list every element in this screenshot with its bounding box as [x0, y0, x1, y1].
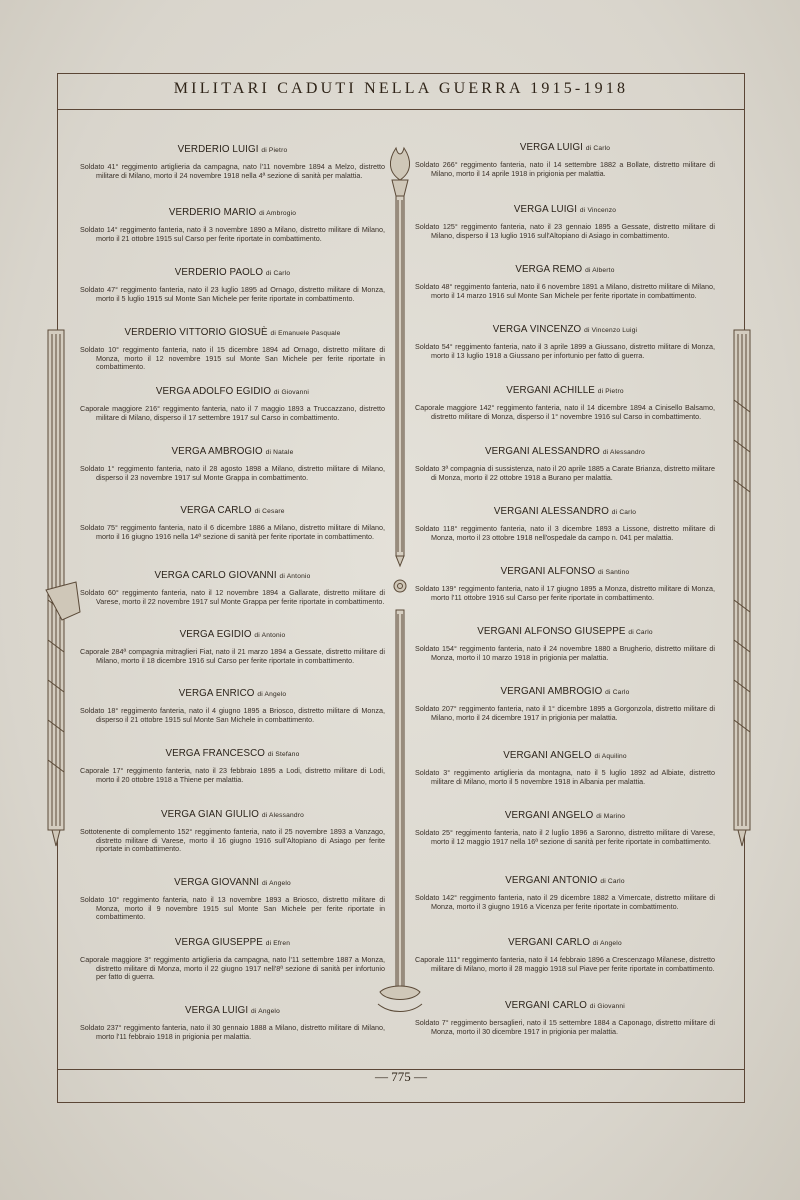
entry — [415, 875, 715, 911]
entry-text: Soldato 139° reggimento fanteria, nato il 17 giugno 1895 a Monza, distretto militare di Monza, morto l'11 ottobre 1916 sul Carso per ferite riportate in combattimento. — [415, 584, 715, 602]
entry-name: VERGA GIUSEPPE di Efren — [174, 937, 291, 948]
entry-text: Soldato 41° reggimento artiglieria da campagna, nato l'11 novembre 1894 a Melzo, distretto militare di Milano, morto il 24 novembre 1918 nella 4ª sezione di sanità per malattia. — [80, 162, 385, 180]
entry — [415, 810, 715, 846]
entry — [415, 264, 715, 300]
entry-text: Soldato 266° reggimento fanteria, nato il 14 settembre 1882 a Bollate, distretto militare di Milano, morto il 14 aprile 1918 in prigionia per malattia. — [415, 160, 715, 178]
entry — [415, 142, 715, 178]
entry-name: VERDERIO VITTORIO GIOSUÈ di Emanuele Pasquale — [124, 327, 341, 338]
entry-name: VERGA AMBROGIO di Natale — [171, 446, 294, 457]
entry — [80, 1005, 385, 1041]
entry-name: VERGA LUIGI di Vincenzo — [513, 204, 617, 215]
entry — [80, 748, 385, 784]
entry-text: Soldato 14° reggimento fanteria, nato il 3 novembre 1890 a Milano, distretto militare di Milano, morto il 21 ottobre 1915 sul Carso per ferite riportate in combattimento. — [80, 225, 385, 243]
entry-text: Caporale 111° reggimento fanteria, nato il 14 febbraio 1896 a Crescenzago Milanese, distretto militare di Milano, morto il 28 maggio 1918 sul Piave per ferite riportate in combattimento. — [415, 955, 715, 973]
entry — [80, 937, 385, 982]
entry-name: VERGANI AMBROGIO di Carlo — [500, 686, 630, 697]
entry-text: Soldato 154° reggimento fanteria, nato il 24 novembre 1880 a Brugherio, distretto militare di Monza, morto il 10 marzo 1918 in prigionia per malattia. — [415, 644, 715, 662]
entry-name: VERGANI ANTONIO di Carlo — [505, 875, 625, 886]
entry — [415, 686, 715, 722]
entry-name: VERGA VINCENZO di Vincenzo Luigi — [492, 324, 638, 335]
entry-text: Soldato 7° reggimento bersaglieri, nato il 15 settembre 1884 a Caponago, distretto militare di Monza, morto il 30 dicembre 1917 in prigionia per malattia. — [415, 1018, 715, 1036]
entry-text: Caporale 17° reggimento fanteria, nato il 23 febbraio 1895 a Lodi, distretto militare di Lodi, morto il 20 ottobre 1918 a Thiene per malattia. — [80, 766, 385, 784]
entry-text: Soldato 207° reggimento fanteria, nato il 1° dicembre 1895 a Gorgonzola, distretto militare di Milano, morto il 24 dicembre 1917 in prigionia per malattia. — [415, 704, 715, 722]
entry — [80, 629, 385, 665]
entry-text: Soldato 60° reggimento fanteria, nato il 12 novembre 1894 a Gallarate, distretto militare di Varese, morto il 22 novembre 1917 sul Monte Grappa per ferite riportate in combattimento. — [80, 588, 385, 606]
entry-text: Caporale 284ª compagnia mitraglieri Fiat, nato il 21 marzo 1894 a Gessate, distretto militare di Milano, morto il 18 dicembre 1916 sul Carso per ferite riportate in combattimento. — [80, 647, 385, 665]
entry — [415, 626, 715, 662]
entry-text: Soldato 237° reggimento fanteria, nato il 30 gennaio 1888 a Milano, distretto militare di Milano, morto l'11 febbraio 1918 in prigionia per malattia. — [80, 1023, 385, 1041]
entry-name: VERGA GIAN GIULIO di Alessandro — [160, 809, 305, 820]
entry-text: Caporale maggiore 216° reggimento fanteria, nato il 7 maggio 1893 a Truccazzano, distretto militare di Milano, disperso il 17 settembre 1917 sul Carso in combattimento. — [80, 404, 385, 422]
entry-name: VERGA FRANCESCO di Stefano — [165, 748, 300, 759]
entry-text: Soldato 10° reggimento fanteria, nato il 13 novembre 1893 a Briosco, distretto militare di Monza, morto il 9 novembre 1915 sul Monte San Michele per ferite riportate in combattimento. — [80, 895, 385, 922]
entry — [415, 1000, 715, 1036]
entry-name: VERGANI ALFONSO GIUSEPPE di Carlo — [477, 626, 653, 637]
right-fasces-icon — [734, 330, 750, 846]
entry-text: Soldato 118° reggimento fanteria, nato il 3 dicembre 1893 a Lissone, distretto militare di Monza, morto il 23 ottobre 1918 nell'ospedale da campo n. 041 per malattia. — [415, 524, 715, 542]
entry-name: VERGANI ALESSANDRO di Alessandro — [484, 446, 646, 457]
entry-text: Caporale maggiore 3° reggimento artiglieria da campagna, nato l'11 settembre 1887 a Monza, distretto militare di Monza, morto il 22 giugno 1917 nell'8ª sezione di sanità per infortunio per fatto di guerra. — [80, 955, 385, 982]
entry-text: Soldato 47° reggimento fanteria, nato il 23 luglio 1895 ad Ornago, distretto militare di Monza, morto il 5 luglio 1915 sul Monte San Michele per ferite riportate in combattimento. — [80, 285, 385, 303]
entry-text: Soldato 25° reggimento fanteria, nato il 2 luglio 1896 a Saronno, distretto militare di Varese, morto il 12 maggio 1917 nella 16ª sezione di sanità per ferite riportate in combattimento. — [415, 828, 715, 846]
entry-text: Sottotenente di complemento 152° reggimento fanteria, nato il 25 novembre 1893 a Vanzago, distretto militare di Varese, morto il 16 giugno 1916 sull'Altopiano di Asiago per ferite riportate in combattimento. — [80, 827, 385, 854]
entry-name: VERDERIO PAOLO di Carlo — [174, 267, 291, 278]
entry-name: VERGA REMO di Alberto — [515, 264, 615, 275]
entry — [80, 877, 385, 922]
entry-name: VERGANI CARLO di Angelo — [508, 937, 622, 948]
entry-text: Soldato 3° reggimento artiglieria da montagna, nato il 5 luglio 1892 ad Albiate, distretto militare di Milano, morto il 5 novembre 1918 in Albania per malattia. — [415, 768, 715, 786]
entry-text: Soldato 3ª compagnia di sussistenza, nato il 20 aprile 1885 a Carate Brianza, distretto militare di Monza, morto il 22 ottobre 1918 a Burano per malattia. — [415, 464, 715, 482]
entry-text: Soldato 125° reggimento fanteria, nato il 23 gennaio 1895 a Gessate, distretto militare di Milano, disperso il 13 luglio 1916 sull'Altopiano di Asiago in combattimento. — [415, 222, 715, 240]
entry — [80, 570, 385, 606]
entry — [80, 267, 385, 303]
entry-text: Soldato 18° reggimento fanteria, nato il 4 giugno 1895 a Briosco, distretto militare di Monza, disperso il 21 ottobre 1915 sul Monte San Michele in combattimento. — [80, 706, 385, 724]
entry — [80, 688, 385, 724]
entry-text: Soldato 48° reggimento fanteria, nato il 6 novembre 1891 a Milano, distretto militare di Milano, morto il 14 marzo 1916 sul Monte San Michele per ferite riportate in combattimento. — [415, 282, 715, 300]
entry — [80, 144, 385, 180]
page-number: — 775 — — [375, 1069, 427, 1084]
entry-name: VERGA EGIDIO di Antonio — [179, 629, 286, 640]
entry-text: Soldato 75° reggimento fanteria, nato il 6 dicembre 1886 a Milano, distretto militare di Milano, morto il 16 giugno 1916 nella 14ª sezione di sanità per ferite riportate in combattimento. — [80, 523, 385, 541]
entry — [80, 505, 385, 541]
entry — [80, 386, 385, 422]
entry — [80, 327, 385, 372]
entry-name: VERGANI ALESSANDRO di Carlo — [493, 506, 637, 517]
entry-name: VERGA ENRICO di Angelo — [178, 688, 287, 699]
entry-name: VERDERIO MARIO di Ambrogio — [168, 207, 297, 218]
entry-name: VERGA LUIGI di Carlo — [519, 142, 611, 153]
entry-text: Caporale maggiore 142° reggimento fanteria, nato il 14 dicembre 1894 a Cinisello Balsamo, distretto militare di Monza, disperso il 1° novembre 1916 sul Carso in combattimento. — [415, 403, 715, 421]
entry-text: Soldato 54° reggimento fanteria, nato il 3 aprile 1899 a Giussano, distretto militare di Monza, morto il 13 luglio 1918 a Giussano per infortunio per fatto di guerra. — [415, 342, 715, 360]
entry-name: VERGA CARLO di Cesare — [180, 505, 285, 516]
entry — [80, 446, 385, 482]
left-fasces-icon — [46, 330, 80, 846]
entry — [80, 809, 385, 854]
entry — [415, 566, 715, 602]
entry — [415, 385, 715, 421]
entry-name: VERGANI ALFONSO di Santino — [500, 566, 630, 577]
entry-name: VERDERIO LUIGI di Pietro — [177, 144, 288, 155]
entry-name: VERGANI ANGELO di Aquilino — [503, 750, 627, 761]
entry-name: VERGA CARLO GIOVANNI di Antonio — [154, 570, 311, 581]
entry — [415, 324, 715, 360]
entry — [415, 750, 715, 786]
page-title: MILITARI CADUTI NELLA GUERRA 1915-1918 — [173, 80, 629, 97]
entry — [415, 204, 715, 240]
entry — [415, 446, 715, 482]
entry — [80, 207, 385, 243]
entry-text: Soldato 10° reggimento fanteria, nato il 15 dicembre 1894 ad Ornago, distretto militare di Monza, morto il 12 novembre 1915 sul Monte San Michele per ferite riportate in combattimento. — [80, 345, 385, 372]
entry-name: VERGANI CARLO di Giovanni — [505, 1000, 625, 1011]
entry-text: Soldato 142° reggimento fanteria, nato il 29 dicembre 1882 a Vimercate, distretto militare di Monza, morto il 3 giugno 1916 a Vicenza per ferite riportate in combattimento. — [415, 893, 715, 911]
entry-text: Soldato 1° reggimento fanteria, nato il 28 agosto 1898 a Milano, distretto militare di Milano, disperso il 23 novembre 1917 sul Monte Grappa in combattimento. — [80, 464, 385, 482]
entry — [415, 937, 715, 973]
entry-name: VERGA LUIGI di Angelo — [185, 1005, 280, 1016]
entry — [415, 506, 715, 542]
entry-name: VERGA GIOVANNI di Angelo — [174, 877, 291, 888]
entry-name: VERGA ADOLFO EGIDIO di Giovanni — [155, 386, 310, 397]
entry-name: VERGANI ANGELO di Marino — [504, 810, 626, 821]
entry-name: VERGANI ACHILLE di Pietro — [506, 385, 624, 396]
